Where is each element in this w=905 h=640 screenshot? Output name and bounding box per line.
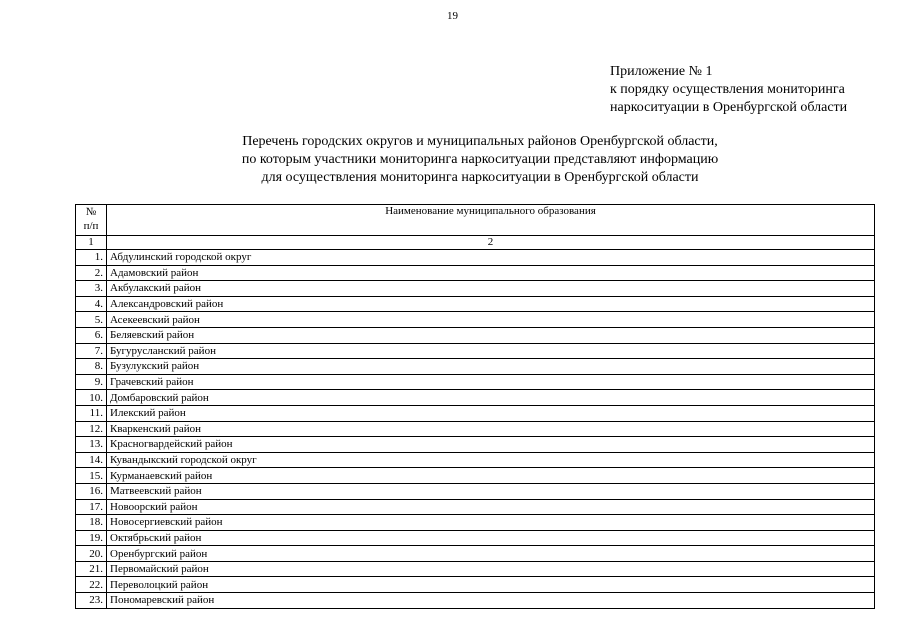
header-number	[76, 205, 107, 236]
row-name: Пономаревский район	[107, 593, 875, 609]
row-name: Асекеевский район	[107, 312, 875, 328]
row-name: Александровский район	[107, 296, 875, 312]
row-number: 19.	[76, 530, 107, 546]
appendix-line-2: к порядку осуществления мониторинга	[610, 82, 845, 97]
table-row	[76, 250, 875, 266]
appendix-line-1: Приложение № 1	[610, 64, 713, 79]
table-index-row	[76, 236, 875, 250]
row-name: Оренбургский район	[107, 546, 875, 562]
header-name: Наименование муниципального образования	[107, 205, 875, 236]
table-row	[76, 405, 875, 421]
row-number: 13.	[76, 437, 107, 453]
index-col-2: 2	[107, 236, 875, 250]
table-row	[76, 593, 875, 609]
table-row	[76, 312, 875, 328]
row-number: 15.	[76, 468, 107, 484]
row-name: Красногвардейский район	[107, 437, 875, 453]
table-row	[76, 374, 875, 390]
row-number: 20.	[76, 546, 107, 562]
table-row	[76, 359, 875, 375]
document-title	[0, 133, 905, 187]
row-number: 23.	[76, 593, 107, 609]
row-name: Новосергиевский район	[107, 515, 875, 531]
row-number: 7.	[76, 343, 107, 359]
row-number: 5.	[76, 312, 107, 328]
table-row	[76, 468, 875, 484]
index-col-1: 1	[76, 236, 107, 250]
row-name: Октябрьский район	[107, 530, 875, 546]
table-row	[76, 577, 875, 593]
row-name: Кваркенский район	[107, 421, 875, 437]
table-row	[76, 530, 875, 546]
row-number: 16.	[76, 483, 107, 499]
table-header-row	[76, 205, 875, 236]
row-number: 22.	[76, 577, 107, 593]
table-body	[76, 250, 875, 609]
row-number: 21.	[76, 561, 107, 577]
row-number: 12.	[76, 421, 107, 437]
title-line-2: по которым участники мониторинга наркоситуации представляют информацию	[241, 152, 719, 167]
row-number: 8.	[76, 359, 107, 375]
row-number: 4.	[76, 296, 107, 312]
title-line-1: Перечень городских округов и муниципальных районов Оренбургской области,	[242, 134, 718, 149]
row-name: Новоорский район	[107, 499, 875, 515]
row-number: 6.	[76, 327, 107, 343]
header-number-line-2: п/п	[83, 220, 99, 232]
page-number: 19	[447, 10, 458, 22]
row-name: Переволоцкий район	[107, 577, 875, 593]
row-name: Бузулукский район	[107, 359, 875, 375]
title-line-3: для осуществления мониторинга наркоситуации в Оренбургской области	[261, 170, 699, 185]
table-row	[76, 561, 875, 577]
row-name: Беляевский район	[107, 327, 875, 343]
table-row	[76, 499, 875, 515]
row-name: Илекский район	[107, 405, 875, 421]
municipalities-table	[75, 204, 875, 609]
table-row	[76, 281, 875, 297]
row-name: Абдулинский городской округ	[107, 250, 875, 266]
table-row	[76, 515, 875, 531]
row-name: Курманаевский район	[107, 468, 875, 484]
row-name: Домбаровский район	[107, 390, 875, 406]
row-number: 17.	[76, 499, 107, 515]
table-row	[76, 421, 875, 437]
row-number: 3.	[76, 281, 107, 297]
row-number: 18.	[76, 515, 107, 531]
row-name: Бугурусланский район	[107, 343, 875, 359]
table-row	[76, 390, 875, 406]
row-number: 10.	[76, 390, 107, 406]
table-row	[76, 546, 875, 562]
row-number: 9.	[76, 374, 107, 390]
header-number-line-1: №	[85, 206, 97, 218]
appendix-note	[610, 63, 847, 117]
row-name: Кувандыкский городской округ	[107, 452, 875, 468]
table-row	[76, 265, 875, 281]
row-name: Адамовский район	[107, 265, 875, 281]
table-row	[76, 483, 875, 499]
row-name: Первомайский район	[107, 561, 875, 577]
row-name: Акбулакский район	[107, 281, 875, 297]
row-number: 11.	[76, 405, 107, 421]
row-name: Грачевский район	[107, 374, 875, 390]
table-row	[76, 437, 875, 453]
table-row	[76, 327, 875, 343]
appendix-line-3: наркоситуации в Оренбургской области	[610, 100, 848, 115]
table-row	[76, 343, 875, 359]
row-name: Матвеевский район	[107, 483, 875, 499]
row-number: 14.	[76, 452, 107, 468]
row-number: 1.	[76, 250, 107, 266]
table-row	[76, 452, 875, 468]
row-number: 2.	[76, 265, 107, 281]
table-row	[76, 296, 875, 312]
